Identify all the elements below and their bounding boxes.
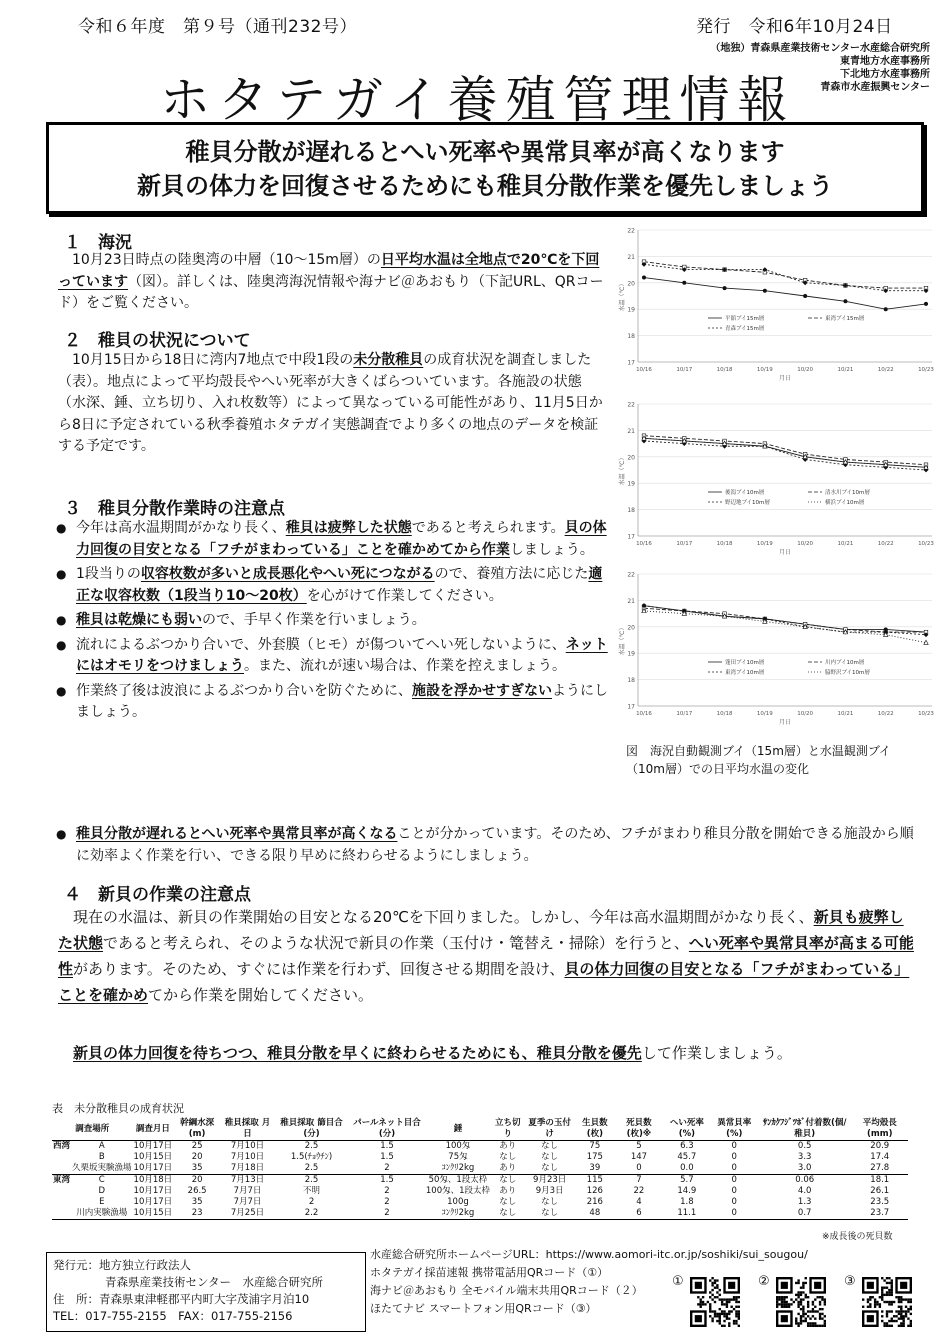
table-cell: なし [541,1197,559,1207]
table-cell [52,1152,71,1163]
publisher-1: （地独）青森県産業技術センター水産総合研究所 [710,43,930,54]
table-cell: 0 [731,1186,737,1196]
column-header: 稚貝採取 月日 [221,1118,274,1141]
column-header: 死貝数(枚)※ [615,1118,663,1141]
bullet-1 [56,518,608,561]
table-cell: A [71,1141,133,1153]
data-point [924,302,928,306]
table-cell: 23.5 [870,1197,890,1207]
homepage-url[interactable]: 水産総合研究所ホームページURL：https://www.aomori-itc.or.jp/soshiki/sui_sougou/ [370,1248,808,1261]
table-cell: 3.3 [797,1152,812,1162]
data-point [884,307,888,311]
table-cell: 2.2 [274,1208,349,1220]
x-axis-label: 月日 [778,719,792,726]
table-cell: 6.3 [663,1141,711,1153]
b4-emph: ネットにはオモリをつけましょう [76,636,608,674]
table-cell: 48 [575,1208,615,1220]
b1-emph-2: 貝の体力回復の目安となる「フチがまわっている」ことを確かめてから作業 [76,520,607,558]
table-cell: 0 [731,1197,737,1207]
water-temp-chart-15m [618,222,940,382]
x-tick-label: 10/21 [837,367,854,373]
column-header: ｻﾝｶｸﾌｼﾞﾂﾎﾞ付着数(個/稚貝) [758,1118,852,1141]
table-cell: あり [499,1186,517,1196]
column-header: 調査場所 [52,1118,133,1141]
footer-phone: TEL：017-755-2155 FAX：017-755-2156 [53,1309,293,1323]
bullet-6 [56,824,916,867]
s2-text-b: の成育状況を調査しました（表）。地点によって平均殻長やへい死率が大きくばらついています。各施設の状態（水深、錘、立ち切り、入れ枚数等）によって異なっている可能性があり、11月5日から8日に予定されている秋季養殖ホタテガイ実態調査でより多くの地点のデータを検証する予定です。 [58,352,603,454]
section-3-heading: ３ 稚貝分散作業時の注意点 [64,499,285,519]
s4-emph-3: 貝の体力回復の目安となる「フチがまわっている」ことを確かめ [58,960,910,1004]
table-row [52,1163,908,1175]
legend-label: 清水川ブイ10m層 [825,490,870,496]
table-cell: 0 [731,1152,737,1162]
section-1-body [58,250,606,315]
table-cell: 20 [173,1175,221,1187]
table-cell: 39 [589,1163,601,1173]
y-axis-label: 水温（℃） [619,454,626,486]
b4-text-a: 流れによるぶつかり合いで、外套膜（ヒモ）が傷ついてへい死しないように、 [76,636,566,653]
table-cell: 175 [586,1152,603,1162]
table-header-row [52,1118,908,1141]
b1-emph-1: 稚貝は疲弊した状態 [285,520,412,536]
y-tick-label: 17 [627,703,635,711]
footer-institute: 青森県産業技術センター 水産総合研究所 [105,1275,324,1289]
table-cell: 0.06 [758,1175,852,1187]
data-point [723,286,727,290]
table-cell: 0 [731,1163,737,1173]
y-axis-label: 水温（℃） [619,280,626,312]
b6-emph: 稚貝分散が遅れるとへい死率や異常貝率が高くなる [76,826,398,842]
column-header: 夏季の玉付け [524,1118,574,1141]
qr-code-3-icon[interactable] [862,1276,912,1328]
table-cell: 2 [384,1163,390,1173]
x-tick-label: 10/16 [636,367,652,373]
table-cell: 10月18日 [133,1175,173,1185]
s1-text-b: （図）。詳しくは、陸奥湾海況情報や海ナビ＠あおもり（下記URL、QRコード）をご覧ください。 [58,273,604,311]
table-cell: 9月23日 [524,1175,574,1187]
table-row [52,1186,908,1197]
newsletter-title: ホタテガイ養殖管理情報 [160,71,796,129]
table-cell: 17.4 [870,1152,890,1162]
qr-label-3: ほたてナビ スマートフォン用QRコード（③） [370,1302,597,1315]
water-temp-chart-10m-b [618,566,940,726]
table-cell [52,1208,71,1220]
table-cell: 4 [636,1197,642,1207]
table-cell: B [98,1152,105,1162]
table-note: ※成長後の死貝数 [822,1232,893,1242]
b6-text: ことが分かっています。そのため、フチがまわり稚貝分散を開始できる施設から順に効率よく作業を行い、できる限り早めに終わらせるようにしましょう。 [76,826,914,864]
data-point [642,276,646,280]
section-4-body [58,904,918,1008]
b2-text-c: を心がけて作業してください。 [306,587,503,604]
section-2-body [58,350,606,458]
b1-text-c: しましょう。 [509,541,594,558]
table-cell: 126 [586,1186,603,1196]
y-tick-label: 21 [627,597,635,605]
table-cell: E [99,1197,105,1207]
s4-text-b: であると考えられ、そのような状況で新貝の作業（玉付け・篭替え・掃除）を行うと、 [103,934,689,952]
b3-emph: 稚貝は乾燥にも弱い [76,612,202,628]
table-cell: なし [499,1197,517,1207]
table-row [52,1197,908,1208]
column-header: 異常貝率(%) [711,1118,758,1141]
legend-label: 東湾ブイ10m層 [725,670,765,676]
y-tick-label: 21 [627,253,635,261]
legend-label: 脇野沢ブイ10m層 [825,670,870,676]
table-cell: 26.5 [187,1186,207,1196]
table-cell: 23 [173,1208,221,1220]
legend-label: 横浜ブイ10m層 [825,500,865,506]
table-row [52,1141,908,1153]
y-tick-label: 17 [627,533,635,541]
x-tick-label: 10/19 [756,367,773,373]
table-cell: 115 [575,1175,615,1187]
table-cell: 100匁、1段太枠 [425,1186,491,1196]
headline-box [46,122,924,214]
table-cell: 0.0 [680,1163,694,1173]
x-tick-label: 10/23 [918,367,934,373]
table-cell: 7月25日 [221,1208,274,1220]
x-tick-label: 10/16 [636,711,652,717]
footer-publisher: 発行元：地方独立行政法人 [53,1258,191,1272]
table-cell: 0.7 [758,1208,852,1220]
x-tick-label: 10/22 [877,711,894,717]
s4-emph-2: へい死率や異常貝率が高まる可能性 [58,934,914,978]
table-cell: 26.1 [870,1186,890,1196]
table-cell: なし [541,1152,559,1162]
x-tick-label: 10/23 [918,541,934,547]
x-tick-label: 10/18 [716,541,733,547]
headline-line-1: 稚貝分散が遅れるとへい死率や異常貝率が高くなります [185,138,785,166]
y-tick-label: 19 [627,306,635,314]
table-cell: 2 [308,1197,315,1207]
y-tick-label: 18 [627,333,635,341]
table-cell: 75匁 [448,1152,468,1162]
y-tick-label: 18 [627,677,635,685]
s4-emph-1: 新貝も疲弊した状態 [58,908,904,952]
bullet-4 [56,635,608,678]
table-cell: ｺﾝｸﾘ2kg [441,1163,475,1173]
x-tick-label: 10/16 [636,541,652,547]
table-cell: 7月7日 [233,1186,262,1196]
table-row [52,1208,908,1220]
publisher-2: 東青地方水産事務所 [840,56,930,67]
x-axis-label: 月日 [778,375,792,382]
y-tick-label: 19 [627,650,635,658]
table-cell: 10月17日 [133,1186,173,1196]
table-cell [52,1186,71,1197]
y-tick-label: 20 [627,624,635,632]
column-header: へい死率(%) [663,1118,711,1141]
y-tick-label: 20 [627,280,635,288]
s4-text-c: があります。そのため、すぐには作業を行わず、回復させる期間を設け、 [73,960,565,978]
table-cell: 2 [384,1186,390,1196]
y-tick-label: 20 [627,454,635,462]
qr-label-2: 海ナビ＠あおもり 全モバイル端末共用QRコード（２） [370,1284,643,1297]
x-tick-label: 10/19 [756,711,773,717]
table-cell: 35 [191,1163,203,1173]
table-cell: C [71,1175,133,1187]
section-2-heading: ２ 稚貝の状況について [64,331,251,351]
x-axis-label: 月日 [778,549,792,556]
legend-label: 青森ブイ15m層 [725,326,765,332]
table-cell: 久栗坂実験漁場 [72,1163,132,1173]
b5-emph: 施設を浮かせすぎない [412,682,552,699]
data-point [843,299,847,303]
b2-text-b: ので、養殖方法に応じた [434,566,589,582]
s1-emph-1: 日平均水温は全地点 [380,252,507,268]
table-cell: 0 [636,1163,642,1173]
table-cell: 22 [633,1186,645,1196]
table-cell: 10月17日 [133,1163,173,1173]
qr-label-1: ホタテガイ採苗速報 携帯電話用QRコード（①） [370,1266,609,1279]
section-4-conclusion [58,1040,918,1066]
publisher-box [46,1252,366,1332]
qr-number-1: ① [672,1274,684,1289]
x-tick-label: 10/17 [676,541,693,547]
series-line [644,278,926,310]
column-header: 錘 [425,1118,491,1141]
table-cell: なし [541,1163,559,1173]
s1-text-a: 10月23日時点の陸奥湾の中層（10～15m層）の [72,252,381,268]
table-cell: 10月17日 [133,1141,173,1151]
table-cell: なし [491,1208,524,1220]
table-cell: なし [524,1141,574,1153]
table-cell: 6 [615,1208,663,1220]
table-cell: 西湾 [53,1141,71,1151]
table-cell: 4.0 [797,1186,812,1196]
table-cell: 216 [586,1197,603,1207]
bullet-3 [56,610,608,632]
qr-number-2: ② [758,1274,770,1289]
table-cell: 20 [191,1152,203,1162]
table-cell: 2 [384,1197,390,1207]
legend-label: 東湾ブイ15m層 [825,316,865,322]
footer-address: 住 所：青森県東津軽郡平内町大字茂浦字月泊10 [53,1292,310,1306]
table-cell: 45.7 [677,1152,697,1162]
table-cell: 2 [349,1208,425,1220]
table-cell: 7月7日 [233,1197,262,1207]
column-header: 平均殻長(mm) [852,1118,908,1141]
table-cell: 0.5 [758,1141,852,1153]
table-cell: 10月17日 [133,1197,173,1207]
qr-code-2-icon[interactable] [776,1276,826,1328]
data-point [682,281,686,285]
headline-line-2: 新貝の体力を回復させるためにも稚貝分散作業を優先しましょう [137,172,833,200]
data-point [763,289,767,293]
x-tick-label: 10/17 [676,367,693,373]
b2-emph-2: 適正な収容枚数（1段当り10～20枚） [76,566,603,604]
x-tick-label: 10/23 [918,711,934,717]
b4-text-b: 。また、流れが速い場合は、作業を控えましょう。 [244,658,566,674]
table-cell: 14.9 [677,1186,697,1196]
table-cell: 不明 [303,1186,321,1196]
water-temp-chart-10m-a [618,396,940,556]
table-cell: 0 [711,1175,758,1187]
issue-number: 令和６年度 第９号（通刊232号） [78,17,357,37]
x-tick-label: 10/20 [797,367,814,373]
y-axis-label: 水温（℃） [619,624,626,656]
table-cell: 5 [615,1141,663,1153]
table-cell [52,1163,71,1175]
bullet-2 [56,564,608,607]
bullet-5 [56,681,608,724]
table-cell: 10月15日 [133,1152,173,1162]
table-cell: なし [499,1152,517,1162]
table-cell: 東湾 [53,1175,71,1185]
table-row [52,1152,908,1163]
column-header: パールネット目合(分) [349,1118,425,1141]
table-row [52,1175,908,1187]
s4-text-d: てから作業を開始してください。 [148,986,374,1004]
table-cell: 0 [711,1208,758,1220]
table-cell: 川内実験漁場 [71,1208,133,1220]
section-1-heading: １ 海況 [64,233,132,253]
b1-text-b: であると考えられます。 [411,520,565,536]
section-4-heading: ４ 新貝の作業の注意点 [64,885,251,905]
table-cell: 3.0 [797,1163,812,1173]
table-cell: 25 [173,1141,221,1153]
legend-label: 後潟ブイ10m層 [725,490,765,496]
table-cell: 1.5(ﾁｮｳﾁﾝ) [290,1152,333,1162]
table-cell: 35 [191,1197,203,1207]
growth-table [52,1118,908,1220]
y-tick-label: 22 [627,227,635,235]
table-cell: 1.5 [349,1141,425,1153]
column-header: 幹綱水深(m) [173,1118,221,1141]
x-tick-label: 10/20 [797,711,814,717]
legend-label: 蓬田ブイ10m層 [725,660,765,666]
table-cell: 2.5 [304,1163,319,1173]
y-tick-label: 22 [627,571,635,579]
table-cell: 2.5 [274,1175,349,1187]
table-cell: 23.7 [852,1208,908,1220]
table-cell: 7月13日 [221,1175,274,1187]
s1-emph-2: で20℃を下回っています [58,252,600,290]
table-cell: D [98,1186,106,1196]
b2-emph-1: 収容枚数が多いと成長悪化やへい死につながる [140,566,435,582]
y-tick-label: 21 [627,427,635,435]
table-cell: 5.7 [663,1175,711,1187]
publisher-3: 下北地方水産事務所 [840,69,930,80]
table-cell: 27.8 [870,1163,890,1173]
x-tick-label: 10/19 [756,541,773,547]
y-tick-label: 17 [627,359,635,367]
table-cell: 100g [447,1197,469,1207]
s4-text-a: 現在の水温は、新貝の作業開始の目安となる20℃を下回りました。しかし、今年は高水温期間がかなり長く、 [73,908,814,926]
b5-text-b: ようにしましょう。 [76,682,608,720]
table-cell [52,1197,71,1208]
table-cell: 75 [575,1141,615,1153]
table-cell: 7月18日 [230,1163,265,1173]
x-tick-label: 10/20 [797,541,814,547]
b2-text-a: 1段当りの [76,566,141,582]
table-cell: 20.9 [852,1141,908,1153]
table-cell: 1.8 [680,1197,694,1207]
column-header: 立ち切り [491,1118,524,1141]
x-tick-label: 10/17 [676,711,693,717]
y-tick-label: 18 [627,507,635,515]
y-tick-label: 19 [627,480,635,488]
table-cell: なし [524,1208,574,1220]
table-cell: 50匁、1段太枠 [425,1175,491,1187]
table-cell: 11.1 [663,1208,711,1220]
y-tick-label: 22 [627,401,635,409]
column-header: 稚貝採取 篩目合(分) [274,1118,349,1141]
b5-text-a: 作業終了後は波浪によるぶつかり合いを防ぐために、 [76,682,412,699]
table-cell: あり [499,1163,517,1173]
table-cell: 1.3 [797,1197,812,1207]
s2-emph: 未分散稚貝 [353,352,424,368]
table-cell: 147 [630,1152,648,1162]
s2-text-a: 10月15日から18日に湾内7地点で中段1段の [72,352,354,368]
table-cell: 2.5 [274,1141,349,1153]
b3-text: ので、手早く作業を行いましょう。 [202,612,426,628]
x-tick-label: 10/21 [837,711,854,717]
table-cell: 7月10日 [221,1141,274,1153]
column-header: 調査月日 [133,1118,174,1141]
legend-label: 野辺地ブイ10m層 [725,500,770,506]
x-tick-label: 10/18 [716,711,733,717]
table-caption: 表 未分散稚貝の成育状況 [52,1102,184,1115]
section-3-bullets [56,518,608,724]
table-cell: 100匁 [425,1141,491,1153]
legend-label: 川内ブイ10m層 [825,660,865,666]
table-cell: あり [491,1141,524,1153]
column-header: 生貝数(枚) [575,1118,615,1141]
table-cell: なし [491,1175,524,1187]
table-cell: 1.5 [380,1152,394,1162]
table-cell: 18.1 [852,1175,908,1187]
figure-caption: 図 海況自動観測ブイ（15m層）と水温観測ブイ（10m層）での日平均水温の変化 [626,744,891,776]
data-point [803,294,807,298]
x-tick-label: 10/22 [877,367,894,373]
s4-conclusion-emph: 新貝の体力回復を待ちつつ、稚貝分散を早くに終わらせるためにも、稚貝分散を優先 [73,1044,642,1062]
qr-code-1-icon[interactable] [690,1276,740,1328]
b1-text-a: 今年は高水温期間がかなり長く、 [76,520,286,536]
table-cell: 7 [615,1175,663,1187]
table-cell: 0 [711,1141,758,1153]
x-tick-label: 10/22 [877,541,894,547]
publication-date: 発行 令和6年10月24日 [696,17,893,37]
x-tick-label: 10/21 [837,541,854,547]
legend-label: 平舘ブイ15m層 [725,316,765,322]
x-tick-label: 10/18 [716,367,733,373]
table-cell: 10月15日 [133,1208,173,1218]
publisher-4: 青森市水産振興センター [820,82,930,93]
s4-conclusion-text: して作業しましょう。 [641,1044,792,1062]
table-cell: 1.5 [349,1175,425,1187]
table-cell: 9月3日 [535,1186,564,1196]
qr-number-3: ③ [844,1274,856,1289]
table-cell: 7月10日 [230,1152,265,1162]
table-cell: ｺﾝｸﾘ2kg [425,1208,491,1220]
